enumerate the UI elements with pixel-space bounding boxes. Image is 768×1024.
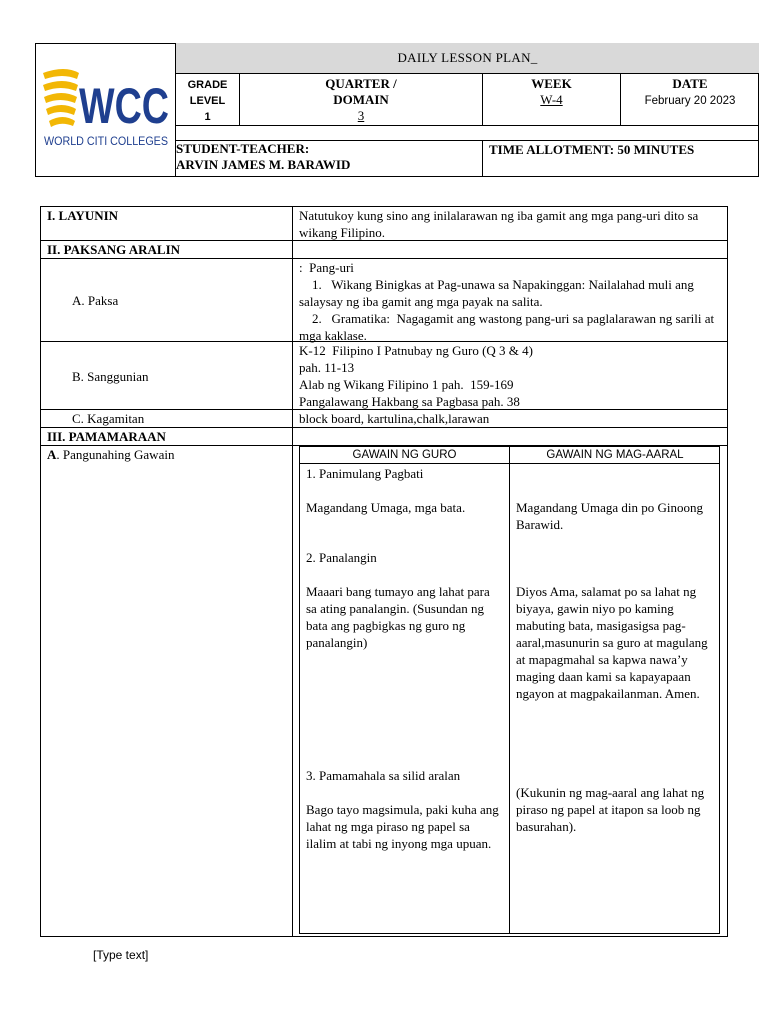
- divider: [509, 446, 510, 934]
- pamamaraan-label: III. PAMAMARAAN: [47, 429, 166, 444]
- type-text-footer: [Type text]: [93, 948, 149, 962]
- week-value: W-4: [540, 92, 563, 107]
- layunin-text-cell: [292, 206, 728, 241]
- paksang-aralin-empty-cell: [292, 240, 728, 259]
- sanggunian-line: Pangalawang Hakbang sa Pagbasa pah. 38: [299, 394, 520, 409]
- guro-management: Bago tayo magsimula, paki kuha ang lahat ng mga piraso ng papel sa ilalim at tabi ng inyong mga upuan.: [306, 802, 499, 851]
- header-spacer-row: [176, 126, 759, 141]
- mag-aaral-greeting-reply: Magandang Umaga din po Ginoong Barawid.: [516, 500, 704, 532]
- pamamaraan-empty-cell: [292, 427, 728, 446]
- kagamitan-text: block board, kartulina,chalk,larawan: [299, 411, 490, 426]
- paksa-line: 2. Gramatika: Nagagamit ang wastong pang-uri sa paglalarawan ng sarili at mga kaklase.: [299, 311, 718, 343]
- pamamaraan-label-cell: [40, 427, 293, 446]
- quarter-domain-label: QUARTER / DOMAIN: [325, 76, 397, 107]
- lesson-plan-title-bar: [176, 43, 759, 74]
- pangunahing-gawain-label-cell: [40, 445, 293, 937]
- quarter-value: 3: [357, 108, 365, 123]
- logo-cell: [35, 43, 176, 177]
- paksang-aralin-label-cell: [40, 240, 293, 259]
- guro-step-2: 2. Panalangin: [306, 550, 377, 565]
- logo-subtitle: WORLD CITI COLLEGES: [44, 136, 169, 148]
- page-title: DAILY LESSON PLAN_: [397, 50, 538, 65]
- col-gawain-ng-mag-aaral: GAWAIN NG MAG-AARAL: [546, 449, 684, 461]
- guro-prayer-request: Maaari bang tumayo ang lahat para sa ating panalangin. (Susundan ng bata ang pagbigkas ng guro ng panalangin): [306, 584, 490, 650]
- paksa-label-cell: [40, 258, 293, 342]
- divider: [482, 141, 483, 177]
- paksa-line: : Pang-uri: [299, 260, 354, 275]
- sanggunian-content-cell: [292, 341, 728, 410]
- guro-step-3: 3. Pamamahala sa silid aralan: [306, 768, 461, 783]
- layunin-text: Natutukoy kung sino ang inilalarawan ng iba gamit ang mga pang-uri dito sa wikang Filipino.: [299, 208, 699, 240]
- student-teacher-name: ARVIN JAMES M. BARAWID: [176, 157, 351, 172]
- sanggunian-label-cell: [40, 341, 293, 410]
- mag-aaral-management-reply: (Kukunin ng mag-aaral ang lahat ng piraso ng papel at itapon sa loob ng basurahan).: [516, 785, 705, 834]
- mag-aaral-prayer: Diyos Ama, salamat po sa lahat ng biyaya, gawin niyo po kaming mabuting bata, masigasigsa pag-aaral,masunurin sa guro at magulang at mapagmahal sa kapwa nawa’y maging daan kami sa kapayapaan ngayon at magpakailanman. Amen.: [516, 584, 708, 701]
- kagamitan-label-cell: [40, 409, 293, 428]
- student-teacher-label: STUDENT-TEACHER:: [176, 141, 310, 156]
- guro-greeting: Magandang Umaga, mga bata.: [306, 500, 466, 515]
- wcc-logo-icon: [35, 43, 176, 177]
- quarter-value-wrap: [240, 108, 482, 124]
- week-value-wrap: [483, 92, 620, 108]
- layunin-label-cell: [40, 206, 293, 241]
- date-label: DATE: [672, 76, 708, 91]
- layunin-label: I. LAYUNIN: [47, 208, 119, 223]
- sanggunian-line: Alab ng Wikang Filipino 1 pah. 159-169: [299, 377, 514, 392]
- date-value: February 20 2023: [644, 95, 736, 107]
- paksa-content-cell: [292, 258, 728, 342]
- week-label: WEEK: [531, 76, 572, 91]
- kagamitan-content-cell: [292, 409, 728, 428]
- kagamitan-label: C. Kagamitan: [72, 411, 145, 426]
- sanggunian-line: pah. 11-13: [299, 360, 355, 375]
- grade-level-label: GRADE LEVEL 1: [187, 79, 228, 123]
- paksa-line: 1. Wikang Binigkas at Pag-unawa sa Napakinggan: Nailalahad muli ang salaysay ng iba gamit ang mga payak na salita.: [299, 277, 698, 309]
- pangunahing-gawain-label-letter: A: [47, 447, 57, 462]
- guro-step-1: 1. Panimulang Pagbati: [306, 466, 424, 481]
- paksang-aralin-label: II. PAKSANG ARALIN: [47, 242, 181, 257]
- paksa-label: A. Paksa: [72, 293, 119, 308]
- logo-text: WCC: [79, 78, 169, 134]
- time-allotment: TIME ALLOTMENT: 50 MINUTES: [489, 142, 695, 157]
- sanggunian-label: B. Sanggunian: [72, 369, 149, 384]
- sanggunian-line: K-12 Filipino I Patnubay ng Guro (Q 3 & 4): [299, 343, 533, 358]
- pangunahing-gawain-label: . Pangunahing Gawain: [56, 447, 175, 462]
- col-gawain-ng-guro: GAWAIN NG GURO: [352, 449, 457, 461]
